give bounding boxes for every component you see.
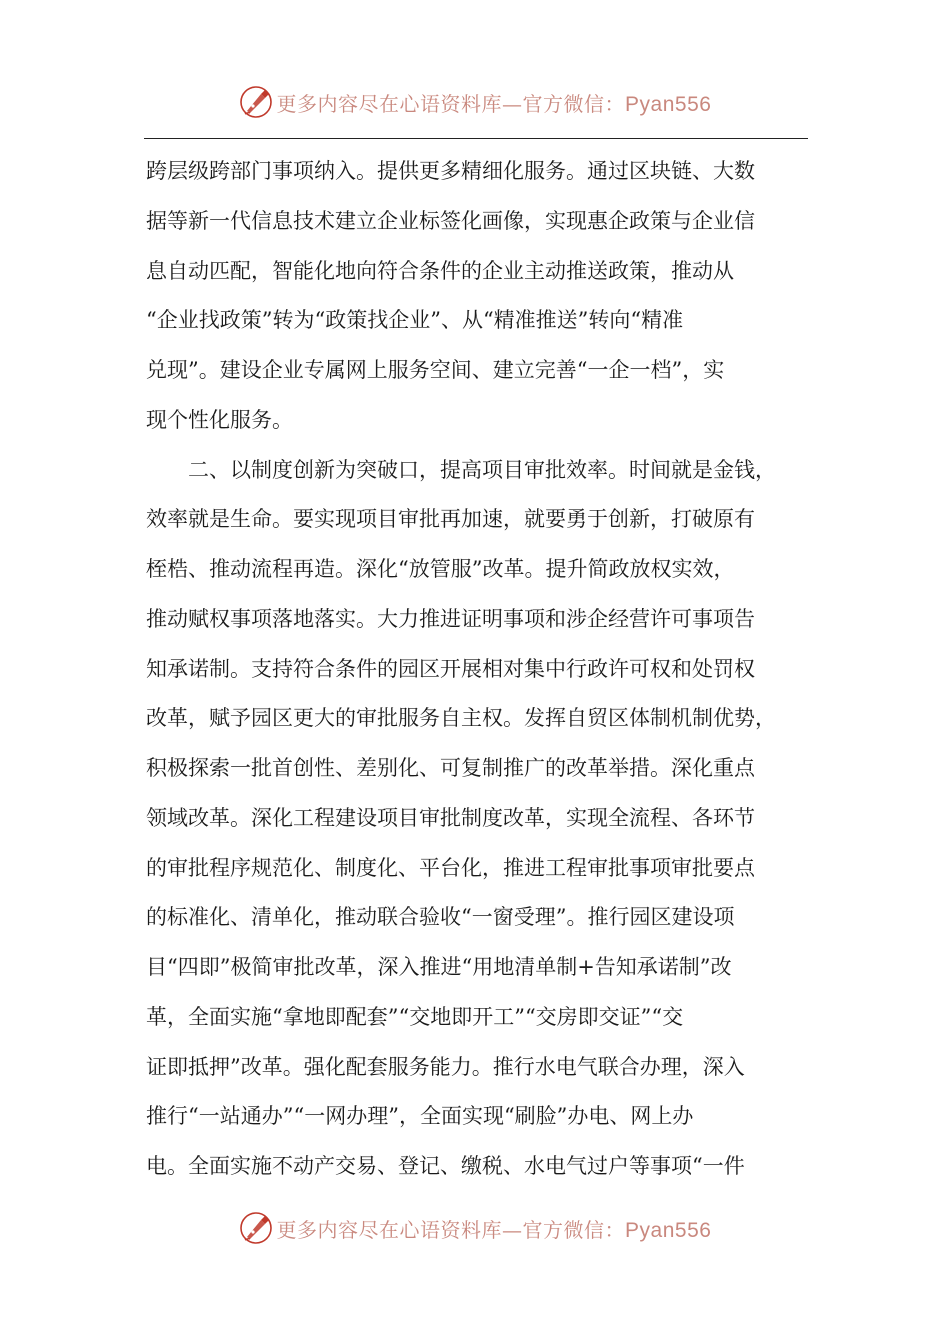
text-line: 跨层级跨部门事项纳入。提供更多精细化服务。通过区块链、大数 [146, 159, 755, 183]
footer-banner-id: Pyan556 [625, 1218, 712, 1242]
text-line: 革，全面实施“拿地即配套”“交地即开工”“交房即交证”“交 [146, 1004, 684, 1029]
text-line: 改革，赋予园区更大的审批服务自主权。发挥自贸区体制机制优势， [146, 706, 776, 731]
text-line: 推动赋权事项落地落实。大力推进证明事项和涉企经营许可事项告 [146, 606, 755, 631]
header-banner-id: Pyan556 [625, 92, 712, 116]
text-line: “企业找政策”转为“政策找企业”、从“精准推送”转向“精准 [146, 308, 684, 333]
text-line: 桎梏、推动流程再造。深化“放管服”改革。提升简政放权实效， [146, 557, 735, 581]
text-line: 电。全面实施不动产交易、登记、缴税、水电气过户等事项“一件 [146, 1154, 745, 1178]
document-body [146, 147, 810, 1192]
text-line: 据等新一代信息技术建立企业标签化画像，实现惠企政策与企业信 [146, 208, 755, 233]
text-line: 息自动匹配，智能化地向符合条件的企业主动推送政策，推动从 [146, 258, 734, 283]
footer-banner-cn: 更多内容尽在心语资料库—官方微信： [276, 1217, 626, 1242]
footer-banner-text [277, 1214, 712, 1243]
text-line: 证即抵押”改革。强化配套服务能力。推行水电气联合办理，深入 [146, 1054, 745, 1079]
text-line: 目“四即”极简审批改革，深入推进“用地清单制+告知承诺制”改 [146, 955, 732, 979]
text-line: 效率就是生命。要实现项目审批再加速，就要勇于创新，打破原有 [146, 507, 755, 532]
header-banner [0, 82, 950, 122]
footer-banner [0, 1208, 950, 1248]
text-line: 的标准化、清单化，推动联合验收“一窗受理”。推行园区建设项 [146, 905, 735, 930]
text-line: 现个性化服务。 [146, 407, 293, 432]
text-line: 兑现”。建设企业专属网上服务空间、建立完善“一企一档”，实 [146, 358, 725, 382]
text-line: 二、以制度创新为突破口，提高项目审批效率。时间就是金钱， [146, 457, 776, 482]
text-line: 领域改革。深化工程建设项目审批制度改革，实现全流程、各环节 [146, 805, 755, 830]
header-banner-cn: 更多内容尽在心语资料库—官方微信： [276, 91, 626, 116]
text-line: 的审批程序规范化、制度化、平台化，推进工程审批事项审批要点 [146, 855, 755, 880]
text-line: 积极探索一批首创性、差别化、可复制推广的改革举措。深化重点 [146, 756, 755, 780]
header-divider [144, 138, 808, 139]
header-banner-text [277, 88, 712, 117]
text-line: 知承诺制。支持符合条件的园区开展相对集中行政许可权和处罚权 [146, 656, 755, 681]
pen-nib-logo-icon [239, 1211, 273, 1245]
pen-nib-logo-icon [239, 85, 273, 119]
text-line: 推行“一站通办”“一网办理”，全面实现“刷脸”办电、网上办 [146, 1104, 694, 1129]
